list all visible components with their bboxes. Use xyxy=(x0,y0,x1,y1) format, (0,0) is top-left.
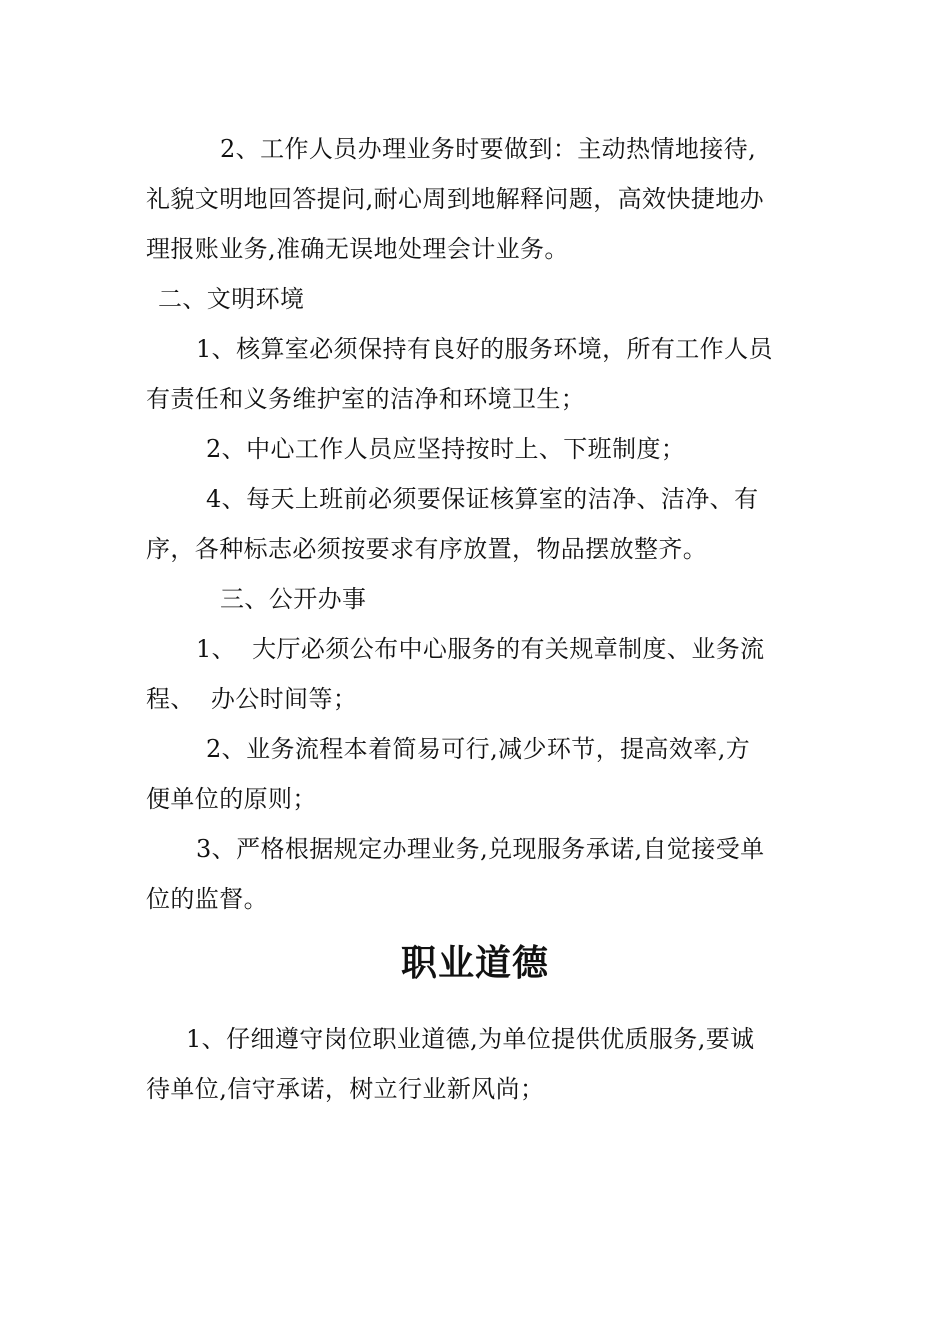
paragraph-line: 2、中心工作人员应坚持按时上、下班制度； xyxy=(206,435,686,463)
paragraph-line: 理报账业务,准确无误地处理会计业务。 xyxy=(146,235,569,263)
paragraph-line: 1、仔细遵守岗位职业道德,为单位提供优质服务,要诚 xyxy=(186,1025,755,1053)
paragraph-line: 1、核算室必须保持有良好的服务环境，所有工作人员 xyxy=(196,335,773,363)
paragraph-line: 待单位,信守承诺，树立行业新风尚； xyxy=(146,1075,545,1103)
paragraph-line: 程、 办公时间等； xyxy=(146,685,358,713)
paragraph-line: 2、工作人员办理业务时要做到：主动热情地接待, xyxy=(220,135,757,163)
section-heading: 二、文明环境 xyxy=(158,285,305,313)
paragraph-line: 4、每天上班前必须要保证核算室的洁净、洁净、有 xyxy=(206,485,759,513)
paragraph-line: 便单位的原则； xyxy=(146,785,317,813)
paragraph-line: 1、 大厅必须公布中心服务的有关规章制度、业务流 xyxy=(196,635,765,663)
paragraph-line: 有责任和义务维护室的洁净和环境卫生； xyxy=(146,385,586,413)
paragraph-line: 序，各种标志必须按要求有序放置，物品摆放整齐。 xyxy=(146,535,708,563)
page-title: 职业道德 xyxy=(400,943,549,984)
paragraph-line: 2、业务流程本着简易可行,减少环节，提高效率,方 xyxy=(206,735,751,763)
paragraph-line: 位的监督。 xyxy=(146,885,268,913)
paragraph-line: 礼貌文明地回答提问,耐心周到地解释问题，高效快捷地办 xyxy=(146,185,765,213)
section-heading: 三、公开办事 xyxy=(220,585,367,613)
paragraph-line: 3、严格根据规定办理业务,兑现服务承诺,自觉接受单 xyxy=(196,835,765,863)
